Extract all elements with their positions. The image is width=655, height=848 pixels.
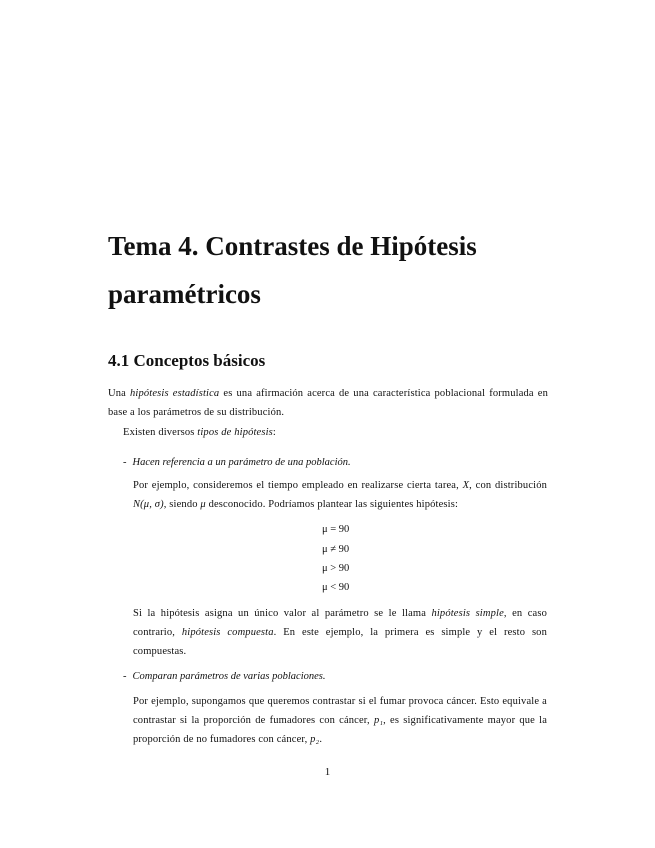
- variable-mu: μ: [200, 499, 206, 510]
- section-heading: 4.1 Conceptos básicos: [108, 351, 266, 370]
- example-1-paragraph: [133, 476, 547, 514]
- intro-emphasis: hipótesis estadística: [130, 388, 220, 399]
- variable-p2: p₂: [310, 734, 320, 745]
- hypothesis-lt: μ < 90: [322, 582, 350, 593]
- distribution-formula: N(μ, σ): [133, 499, 164, 510]
- intro-text-a: Una: [108, 388, 131, 399]
- page-number: 1: [324, 766, 331, 778]
- example-1-text-c: , siendo: [163, 499, 201, 510]
- simple-text-a: Si la hipótesis asigna un único valor al parámetro se le llama: [133, 608, 432, 619]
- simple-composite-paragraph: [133, 604, 547, 661]
- variable-p1: p₁: [373, 715, 384, 726]
- bullet-dash: -: [123, 671, 127, 682]
- example-2-paragraph: [133, 692, 547, 749]
- types-text-a: Existen diversos: [123, 427, 198, 438]
- intro-text-b: es una afirmación acerca de una característica poblacional formulada en base a los parámetros de su distribución.: [108, 388, 549, 418]
- types-paragraph: [123, 423, 563, 442]
- example-2-text-c: .: [319, 734, 323, 745]
- bullet-item-1: [123, 457, 351, 468]
- types-emphasis: tipos de hipótesis: [197, 427, 273, 438]
- composite-emphasis: hipótesis compuesta: [181, 627, 274, 638]
- chapter-title: Tema 4. Contrastes de Hipótesis paramétricos: [108, 231, 477, 309]
- hypothesis-neq: μ ≠ 90: [322, 544, 350, 555]
- bullet-text: Comparan parámetros de varias poblaciones.: [132, 671, 326, 682]
- simple-emphasis: hipótesis simple: [431, 608, 504, 619]
- example-2-text-a: Por ejemplo, supongamos que queremos contrastar si el fumar provoca cáncer. Esto equivale a contrastar si la proporción de fumadores con cáncer,: [133, 696, 547, 726]
- hypothesis-eq: μ = 90: [322, 524, 350, 535]
- example-1-text-a: Por ejemplo, consideremos el tiempo empleado en realizarse cierta tarea,: [133, 480, 463, 491]
- simple-text-b: , en caso contrario,: [133, 608, 547, 638]
- bullet-item-2: [123, 671, 325, 682]
- example-1-text-b: , con distribución: [469, 480, 547, 491]
- bullet-text: Hacen referencia a un parámetro de una población.: [132, 457, 351, 468]
- variable-x: X: [462, 480, 470, 491]
- bullet-dash: -: [123, 457, 127, 468]
- types-text-b: :: [272, 427, 276, 438]
- hypothesis-gt: μ > 90: [322, 563, 350, 574]
- example-2-text-b: , es significativamente mayor que la proporción de no fumadores con cáncer,: [133, 715, 547, 745]
- simple-text-c: . En este ejemplo, la primera es simple y el resto son compuestas.: [133, 627, 547, 657]
- example-1-text-d: desconocido. Podríamos plantear las siguientes hipótesis:: [205, 499, 459, 510]
- intro-paragraph: [108, 384, 548, 422]
